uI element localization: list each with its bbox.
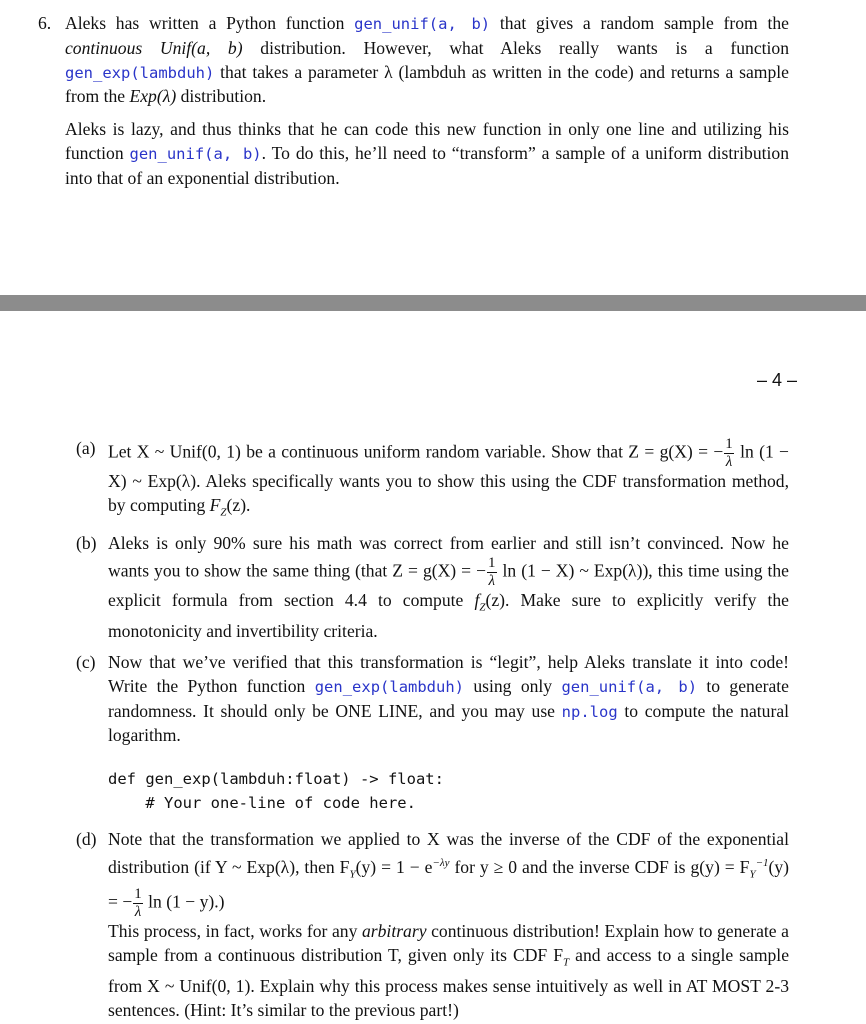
text: that takes a parameter λ (lambduh as written in the code) and returns a sample from the [65, 61, 789, 107]
text: ln (1 − X) ~ Exp(λ). Aleks specifically wants you to show this using the CDF transformation method, by computing [108, 441, 789, 515]
emphasis-arbitrary: arbitrary [361, 920, 427, 941]
minus-sign: − [713, 441, 724, 462]
text: and access to a single sample from X ~ Unif(0, 1). Explain why this process makes sense intuitively as well in AT MOST 2-3 sentences. (Hint: It’s similar to the previous part!) [108, 944, 790, 1020]
code-np-log: np.log [561, 702, 618, 721]
math-subscript: Y [749, 868, 756, 881]
code-gen-unif: gen_unif(a, b) [354, 15, 491, 33]
text: . To do this, he’ll need to “transform” a sample of a uniform distribution into that of an exponential distribution. [65, 142, 790, 188]
text: continuous distribution! Explain how to generate a sample from a continuous distribution T, given only its CDF F [108, 920, 789, 965]
fraction-denominator: λ [725, 454, 733, 470]
text: distribution. [176, 86, 267, 107]
page-number: – 4 – [757, 370, 798, 390]
code-snippet [108, 768, 444, 816]
code-gen-exp: gen_exp(lambduh) [314, 677, 465, 696]
text: Aleks has written a Python function [65, 13, 355, 33]
text: that gives a random sample from the [490, 13, 789, 33]
text: (z). [226, 494, 251, 515]
math-pdf-f: f [474, 589, 480, 610]
text: Let X ~ Unif(0, 1) be a continuous uniform random variable. Show that Z = g(X) = [108, 441, 714, 462]
math-superscript: −1 [755, 856, 769, 869]
part-d-label: (d) [76, 829, 97, 849]
math-unif-ab: Unif(a, b) [159, 37, 243, 58]
emphasis-continuous: continuous [65, 37, 143, 58]
math-cdf-f: F [209, 494, 221, 515]
fraction-one-over-lambda [133, 887, 143, 920]
text: ln (1 − X) ~ Exp(λ)), this time using the explicit formula from section 4.4 to compute [108, 560, 789, 610]
math-subscript: T [563, 956, 570, 969]
part-a-label: (a) [76, 438, 96, 458]
fraction-denominator: λ [134, 903, 142, 920]
text: Note that the transformation we applied to X was the inverse of the CDF of the exponential distribution (if Y ~ Exp(λ), then F [108, 829, 789, 877]
fraction-numerator: 1 [725, 436, 733, 452]
math-superscript: −λy [432, 856, 450, 869]
text: using only [464, 675, 562, 696]
text: Now that we’ve verified that this transformation is “legit”, help Aleks translate it into code! Write the Python function [108, 652, 789, 696]
part-c-label: (c) [76, 652, 96, 672]
problem-lazy-paragraph [65, 118, 789, 190]
text: (z). Make sure to explicitly verify the monotonicity and invertibility criteria. [108, 589, 789, 642]
text: Aleks is only 90% sure his math was correct from earlier and still isn’t convinced. Now he wants you to show the same thing (that Z = g(X) = [108, 533, 789, 581]
fraction-numerator: 1 [134, 885, 142, 902]
fraction-one-over-lambda [724, 437, 734, 470]
text: for y ≥ 0 and the inverse CDF is g(y) = F [449, 856, 750, 877]
page-break-divider [0, 295, 866, 311]
code-gen-exp: gen_exp(lambduh) [65, 63, 215, 82]
text: to compute the natural logarithm. [108, 700, 790, 746]
text: to generate randomness. It should only be ONE LINE, and you may use [108, 675, 789, 721]
text: distribution. However, what Aleks really wants is a function [242, 37, 790, 58]
text: Aleks is lazy, and thus thinks that he can code this new function in only one line and utilizing his function [65, 119, 789, 163]
code-line-comment: # Your one-line of code here. [108, 793, 416, 812]
text [142, 38, 160, 58]
fraction-numerator: 1 [488, 554, 496, 571]
minus-sign: − [122, 891, 133, 912]
math-exp-lambda: Exp(λ) [129, 86, 177, 107]
code-line-def: def gen_exp(lambduh:float) -> float: [108, 770, 444, 788]
math-subscript: Z [479, 601, 486, 614]
code-gen-unif: gen_unif(a, b) [129, 144, 262, 163]
part-a-text [108, 437, 789, 525]
problem-intro-paragraph [65, 12, 789, 109]
minus-sign: − [476, 560, 487, 581]
part-d-text [108, 828, 789, 1023]
text: (y) = [108, 856, 790, 912]
part-b-text [108, 532, 789, 644]
text: This process, in fact, works for any [108, 920, 362, 941]
fraction-denominator: λ [488, 572, 496, 589]
fraction-one-over-lambda [487, 556, 497, 589]
math-subscript: Y [349, 868, 356, 881]
problem-number: 6. [38, 13, 52, 33]
part-b-label: (b) [76, 533, 97, 553]
text: ln (1 − y).) [143, 891, 225, 912]
math-subscript: Z [220, 506, 227, 519]
code-gen-unif: gen_unif(a, b) [561, 677, 698, 696]
part-c-text [108, 651, 789, 748]
text: (y) = 1 − e [355, 856, 433, 877]
